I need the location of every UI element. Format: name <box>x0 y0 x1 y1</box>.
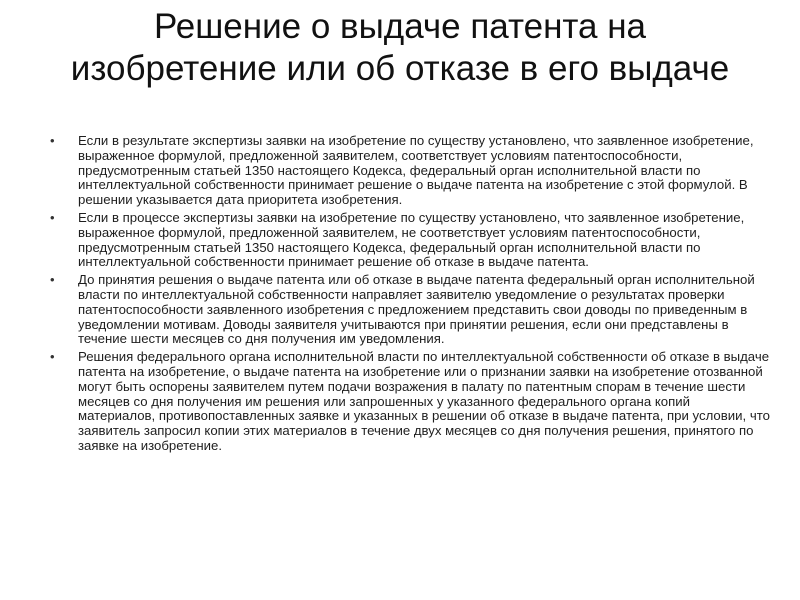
bullet-text: Если в процессе экспертизы заявки на изобретение по существу установлено, что заявленное изобретение, выраженное формулой, предложенной заявителем, не соответствует условиям патентоспособности, предусмотренным статьей 1350 настоящего Кодекса, федеральный орган исполнительной власти по интеллектуальной собственности принимает решение об отказе в выдаче патента. <box>78 209 745 270</box>
bullet-item <box>50 350 770 454</box>
bullet-item <box>50 211 770 270</box>
bullet-text: Решения федерального органа исполнительной власти по интеллектуальной собственности об отказе в выдаче патента на изобретение, о выдаче патента на изобретение или о признании заявки на изобретение отозванной могут быть оспорены заявителем путем подачи возражения в палату по патентным спорам в течение шести месяцев со дня получения им решения или запрошенных у указанного федерального органа копий материалов, противопоставленных заявке и указанных в решении об отказе в выдаче патента, при условии, что заявитель запросил копии этих материалов в течение двух месяцев со дня получения решения, принятого по заявке на изобретение. <box>78 349 770 453</box>
bullet-marker: • <box>50 133 55 148</box>
bullet-list <box>50 134 770 457</box>
bullet-item <box>50 134 770 208</box>
bullet-text: Если в результате экспертизы заявки на изобретение по существу установлено, что заявленное изобретение, выраженное формулой, предложенной заявителем, соответствует условиям патентоспособности, предусмотренным статьей 1350 настоящего Кодекса, федеральный орган исполнительной власти по интеллектуальной собственности принимает решение о выдаче патента на изобретение с этой формулой. В решении указывается дата приоритета изобретения. <box>78 133 754 208</box>
bullet-text: До принятия решения о выдаче патента или об отказе в выдаче патента федеральный орган исполнительной власти по интеллектуальной собственности направляет заявителю уведомление о результатах проверки патентоспособности заявленного изобретения с предложением представить свои доводы по приведенным в уведомлении мотивам. Доводы заявителя учитываются при принятии решения, если они представлены в течение шести месяцев со дня получения им уведомления. <box>78 272 755 347</box>
bullet-marker: • <box>50 349 55 365</box>
bullet-marker: • <box>50 209 55 225</box>
bullet-marker: • <box>50 272 55 288</box>
slide-title: Решение о выдаче патента на изобретение или об отказе в его выдаче <box>70 7 730 88</box>
bullet-item <box>50 273 770 347</box>
